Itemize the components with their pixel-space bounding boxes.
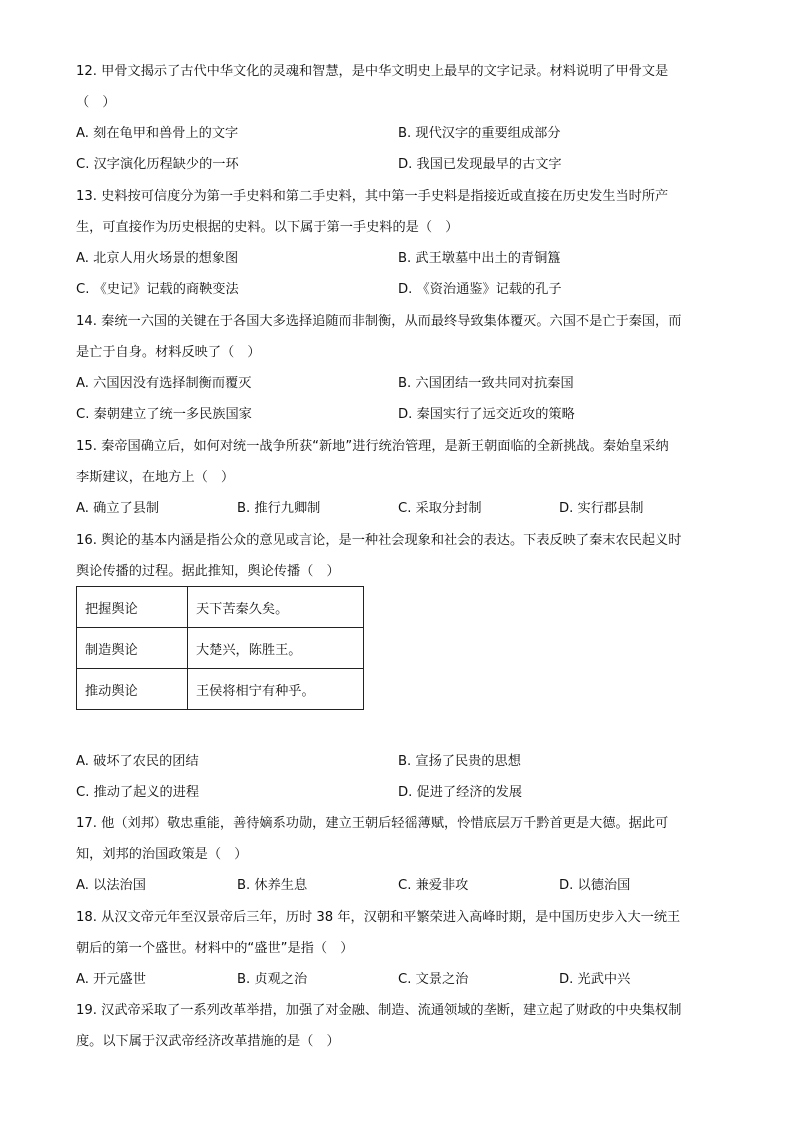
question-14-option-b: B. 六国团结一致共同对抗秦国 xyxy=(398,376,574,391)
question-15-option-a: A. 确立了县制 xyxy=(76,501,160,516)
question-13-option-d: D. 《资治通鉴》记载的孔子 xyxy=(398,282,562,297)
question-15-stem-line-2: 李斯建议，在地方上（ ） xyxy=(76,470,235,485)
question-12-option-c: C. 汉字演化历程缺少的一环 xyxy=(76,157,239,172)
question-12-option-d: D. 我国已发现最早的古文字 xyxy=(398,157,562,172)
table-cell-stage: 制造舆论 xyxy=(77,628,188,669)
table-cell-slogan: 王侯将相宁有种乎。 xyxy=(188,669,364,710)
question-13-option-c: C. 《史记》记载的商鞅变法 xyxy=(76,282,239,297)
question-16-option-b: B. 宣扬了民贵的思想 xyxy=(398,754,521,769)
question-13-stem-line-2: 生，可直接作为历史根据的史料。以下属于第一手史料的是（ ） xyxy=(76,220,459,235)
table-row xyxy=(77,628,364,669)
question-16-stem-line-1: 16. 舆论的基本内涵是指公众的意见或言论，是一种社会现象和社会的表达。下表反映了秦末农民起义时 xyxy=(76,533,682,548)
question-19-stem-line-1: 19. 汉武帝采取了一系列改革举措，加强了对金融、制造、流通领域的垄断，建立起了财政的中央集权制 xyxy=(76,1003,682,1018)
question-12-stem-line-1: 12. 甲骨文揭示了古代中华文化的灵魂和智慧，是中华文明史上最早的文字记录。材料说明了甲骨文是 xyxy=(76,64,669,79)
question-15-option-b: B. 推行九卿制 xyxy=(237,501,321,516)
question-17-option-a: A. 以法治国 xyxy=(76,878,146,893)
question-17-option-d: D. 以德治国 xyxy=(559,878,631,893)
question-16-option-c: C. 推动了起义的进程 xyxy=(76,785,200,800)
question-18-option-b: B. 贞观之治 xyxy=(237,972,308,987)
table-cell-stage: 推动舆论 xyxy=(77,669,188,710)
question-16-option-d: D. 促进了经济的发展 xyxy=(398,785,523,800)
public-opinion-table xyxy=(76,586,364,710)
question-14-stem-line-1: 14. 秦统一六国的关键在于各国大多选择追随而非制衡，从而最终导致集体覆灭。六国不是亡于秦国，而 xyxy=(76,314,682,329)
question-17-option-c: C. 兼爱非攻 xyxy=(398,878,469,893)
question-14-option-c: C. 秦朝建立了统一多民族国家 xyxy=(76,407,252,422)
question-19-stem-line-2: 度。以下属于汉武帝经济改革措施的是（ ） xyxy=(76,1034,340,1049)
table-cell-slogan: 大楚兴，陈胜王。 xyxy=(188,628,364,669)
question-18-option-a: A. 开元盛世 xyxy=(76,972,146,987)
question-15-option-c: C. 采取分封制 xyxy=(398,501,482,516)
question-16-stem-line-2: 舆论传播的过程。据此推知，舆论传播（ ） xyxy=(76,564,340,579)
question-14-stem-line-2: 是亡于自身。材料反映了（ ） xyxy=(76,345,261,360)
question-15-option-d: D. 实行郡县制 xyxy=(559,501,644,516)
question-14-option-d: D. 秦国实行了远交近攻的策略 xyxy=(398,407,575,422)
table-cell-stage: 把握舆论 xyxy=(77,587,188,628)
question-18-option-c: C. 文景之治 xyxy=(398,972,469,987)
question-18-stem-line-1: 18. 从汉文帝元年至汉景帝后三年，历时 38 年，汉朝和平繁荣进入高峰时期，是中国历史步入大一统王 xyxy=(76,910,681,925)
question-12-stem-line-2: （ ） xyxy=(76,95,116,110)
question-17-option-b: B. 休养生息 xyxy=(237,878,308,893)
table-row xyxy=(77,587,364,628)
question-16-option-a: A. 破坏了农民的团结 xyxy=(76,754,199,769)
question-12-option-a: A. 刻在龟甲和兽骨上的文字 xyxy=(76,126,239,141)
question-13-option-a: A. 北京人用火场景的想象图 xyxy=(76,251,239,266)
question-18-option-d: D. 光武中兴 xyxy=(559,972,631,987)
question-15-stem-line-1: 15. 秦帝国确立后，如何对统一战争所获“新地”进行统治管理，是新王朝面临的全新挑战。秦始皇采纳 xyxy=(76,439,669,454)
question-17-stem-line-2: 知，刘邦的治国政策是（ ） xyxy=(76,847,248,862)
question-13-option-b: B. 武王墩墓中出土的青铜簋 xyxy=(398,251,561,266)
question-17-stem-line-1: 17. 他（刘邦）敬忠重能，善待嫡系功勋，建立王朝后轻徭薄赋，怜惜底层万千黔首更是大德。据此可 xyxy=(76,816,669,831)
question-12-option-b: B. 现代汉字的重要组成部分 xyxy=(398,126,561,141)
question-14-option-a: A. 六国因没有选择制衡而覆灭 xyxy=(76,376,252,391)
question-13-stem-line-1: 13. 史料按可信度分为第一手史料和第二手史料，其中第一手史料是指接近或直接在历史发生当时所产 xyxy=(76,189,669,204)
table-row xyxy=(77,669,364,710)
question-18-stem-line-2: 朝后的第一个盛世。材料中的“盛世”是指（ ） xyxy=(76,941,354,956)
table-cell-slogan: 天下苦秦久矣。 xyxy=(188,587,364,628)
